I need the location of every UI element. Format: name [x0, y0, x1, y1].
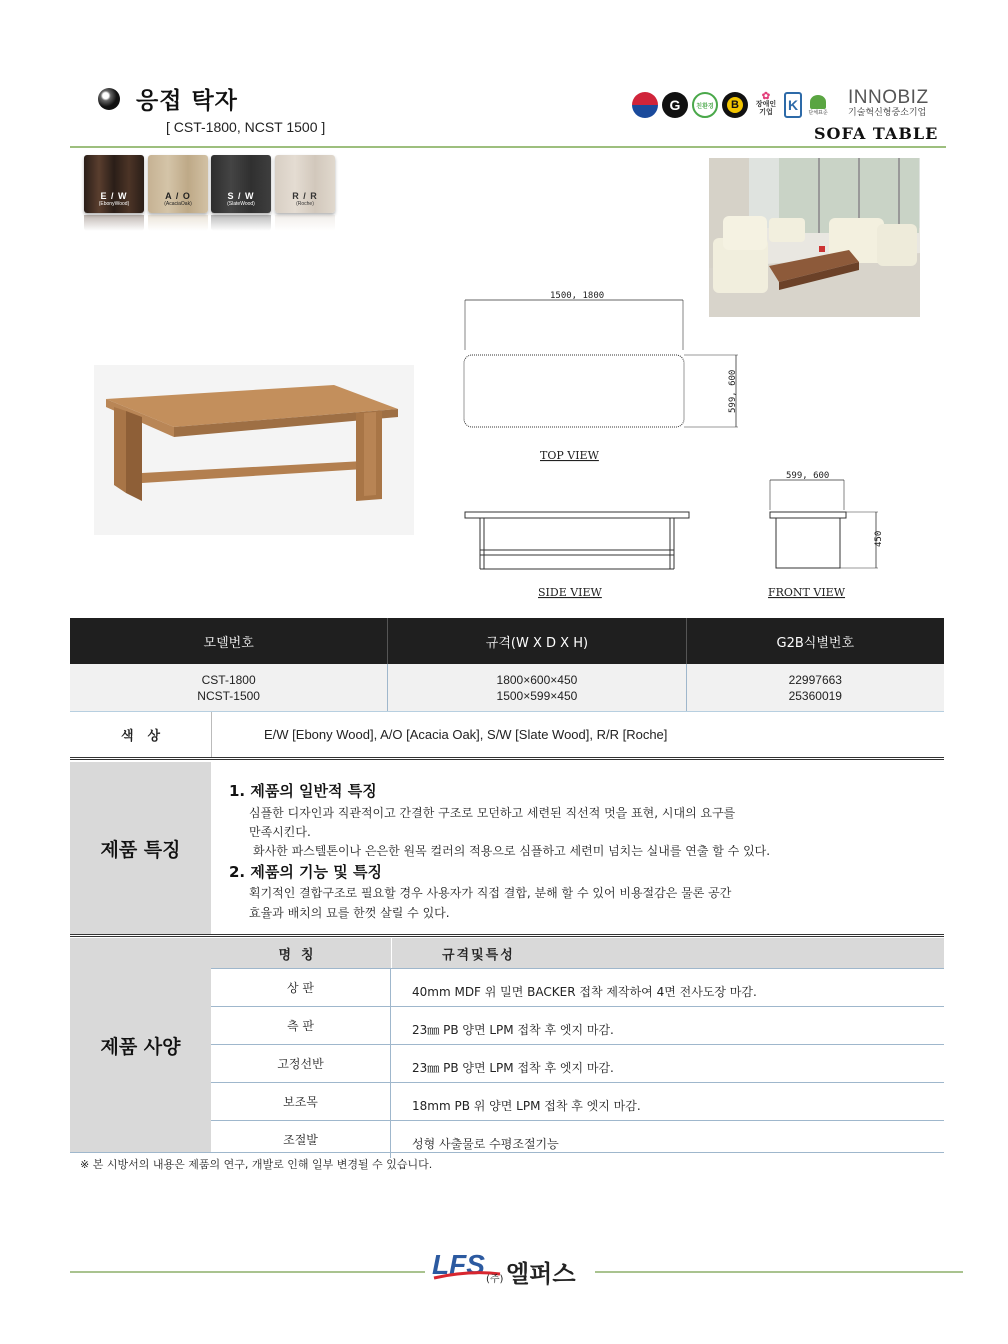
- logo-company-name: 엘퍼스: [506, 1260, 576, 1288]
- header-model-number: 모델번호: [203, 635, 254, 651]
- disabled-enterprise-icon: ✿ 장애인 기업: [752, 92, 780, 118]
- swatch-slate-wood: S / W (SlateWood): [211, 155, 271, 213]
- feature-text: 화사한 파스텔톤이나 은은한 원목 컬러의 적용으로 심플하고 세련미 넘치는 실내를 연출 할 수 있다.: [253, 844, 771, 858]
- table-row: [211, 968, 944, 1006]
- spec-section: [70, 938, 944, 1153]
- table-row: [211, 1082, 944, 1120]
- top-view-label: TOP VIEW: [540, 449, 599, 462]
- side-view-label: SIDE VIEW: [538, 586, 602, 599]
- swatch-reflection: [148, 215, 208, 231]
- features-section: [70, 762, 944, 937]
- front-height-dim: 450: [874, 530, 884, 547]
- swatch-reflection: [211, 215, 271, 231]
- spec-part-name: 조절발: [211, 1121, 391, 1158]
- disclaimer-note: ※ 본 시방서의 내용은 제품의 연구, 개발로 인해 일부 변경될 수 있습니다.: [80, 1158, 433, 1171]
- header-g2b: G2B식별번호: [686, 618, 944, 664]
- feature-heading-1: 1. 제품의 일반적 특징: [229, 782, 377, 800]
- top-view-shape: [464, 355, 684, 427]
- g-mark-icon: G: [662, 92, 688, 118]
- feature-text: 만족시킨다.: [249, 825, 311, 839]
- spec-part-name: 고정선반: [211, 1045, 391, 1082]
- top-depth-dim: 599, 600: [728, 369, 738, 413]
- footer-divider: [595, 1271, 963, 1273]
- swatch-reflection: [84, 215, 144, 231]
- kc-mark-icon: K: [784, 92, 802, 118]
- table-row: [70, 664, 944, 712]
- logo-company-mark: (주): [486, 1274, 504, 1285]
- spec-part-detail: 18mm PB 위 양면 LPM 접착 후 엣지 마감.: [412, 1099, 641, 1113]
- top-width-dim: 1500, 1800: [550, 291, 605, 301]
- page-title: 응접 탁자: [136, 88, 238, 114]
- features-label: 제품 특징: [70, 762, 211, 934]
- header-size: 규격(W X D X H): [387, 618, 685, 664]
- model-table-header: [70, 618, 944, 664]
- table-row: [211, 1120, 944, 1158]
- header-divider: [70, 146, 946, 148]
- spec-header-spec: 규격및특성: [391, 938, 944, 968]
- table-row: [211, 1044, 944, 1082]
- spec-part-detail: 40mm MDF 위 밀면 BACKER 접착 제작하여 4면 전사도장 마감.: [412, 985, 757, 999]
- spec-part-name: 보조목: [211, 1083, 391, 1120]
- g2b-cell: 22997663 25360019: [686, 664, 944, 711]
- title-bullet-icon: [98, 88, 120, 110]
- spec-table: [211, 938, 944, 1152]
- taegeuk-icon: [632, 92, 658, 118]
- certification-logos: [632, 88, 830, 122]
- spec-header-name: 명칭: [278, 947, 324, 963]
- spec-part-name: 상 판: [211, 969, 391, 1006]
- spec-label: 제품 사양: [70, 938, 211, 1152]
- feature-heading-2: 2. 제품의 기능 및 특징: [229, 863, 382, 881]
- swatch-acacia-oak: A / O (AcaciaOak): [148, 155, 208, 213]
- front-view-label: FRONT VIEW: [768, 586, 846, 599]
- footer-divider: [70, 1271, 425, 1273]
- logo-lfs: LFS: [432, 1249, 485, 1280]
- company-logo: [430, 1244, 592, 1292]
- swatch-reflection: [275, 215, 335, 231]
- color-label: 색상: [120, 729, 175, 744]
- technical-drawings: [440, 285, 900, 605]
- group-standard-icon: 단체표준: [806, 92, 830, 118]
- swatch-ebony-wood: E / W (EbonyWood): [84, 155, 144, 213]
- spec-part-name: 측 판: [211, 1007, 391, 1044]
- table-row: [211, 1006, 944, 1044]
- color-row: [70, 712, 944, 760]
- spec-part-detail: 23㎜ PB 양면 LPM 접착 후 엣지 마감.: [412, 1061, 614, 1075]
- model-cell: CST-1800 NCST-1500: [197, 672, 260, 703]
- feature-text: 효율과 배치의 묘를 한껏 살릴 수 있다.: [249, 906, 450, 920]
- innobiz-logo: INNOBIZ 기술혁신형중소기업: [848, 87, 929, 117]
- swatch-roche: R / R (Roche): [275, 155, 335, 213]
- product-image: [94, 365, 414, 535]
- model-subtitle: [ CST-1800, NCST 1500 ]: [166, 119, 326, 135]
- front-width-dim: 599, 600: [786, 471, 830, 481]
- feature-text: 심플한 디자인과 직관적이고 간결한 구조로 모던하고 세련된 직선적 멋을 표현, 시대의 요구를: [249, 806, 736, 820]
- color-value: E/W [Ebony Wood], A/O [Acacia Oak], S/W [Slate Wood], R/R [Roche]: [211, 712, 944, 757]
- b-mark-icon: B: [722, 92, 748, 118]
- eco-label-icon: 친환경: [692, 92, 718, 118]
- category-label: SOFA TABLE: [814, 124, 939, 143]
- spec-part-detail: 성형 사출물로 수평조절기능: [412, 1137, 559, 1151]
- spec-part-detail: 23㎜ PB 양면 LPM 접착 후 엣지 마감.: [412, 1023, 614, 1037]
- size-cell: 1800×600×450 1500×599×450: [387, 664, 685, 711]
- feature-text: 획기적인 결합구조로 필요할 경우 사용자가 직접 결합, 분해 할 수 있어 비용절감은 물론 공간: [249, 886, 732, 900]
